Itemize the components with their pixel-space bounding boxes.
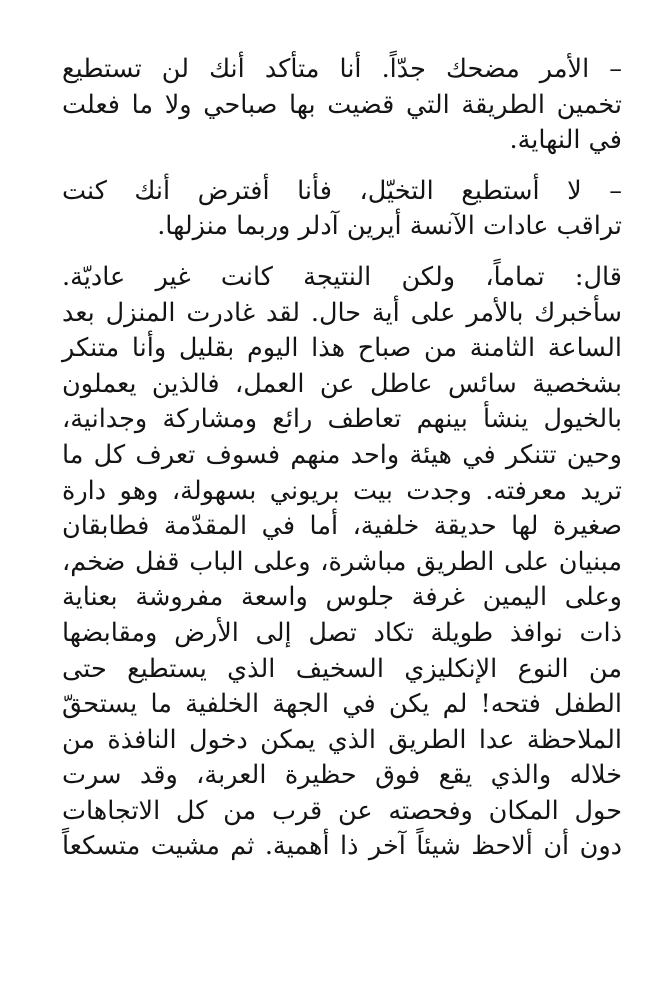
text-line: بالخيول ينشأ بينهم تعاطف رائع ومشاركة وجدانية، (62, 404, 622, 435)
text-line: مبنيان على الطريق مباشرة، وعلى الباب قفل ضخم، (62, 546, 622, 577)
book-page (62, 52, 622, 865)
text-line: سأخبرك بالأمر على أية حال. لقد غادرت المنزل بعد (62, 297, 622, 328)
text-line: خلاله والذي يقع فوق حظيرة العربة، وقد سرت (62, 760, 622, 791)
text-line: تراقب عادات الآنسة أيرين آدلر وربما منزلها. (157, 211, 622, 242)
text-line: صغيرة لها حديقة خلفية، أما في المقدّمة فطابقان (62, 511, 622, 542)
text-line: من النوع الإنكليزي السخيف الذي يستطيع حتى (62, 653, 622, 684)
text-line: دون أن ألاحظ شيئاً آخر ذا أهمية. ثم مشيت متسكعاً (62, 831, 622, 862)
paragraph-1 (62, 52, 622, 159)
text-line: تريد معرفته. وجدت بيت بريوني بسهولة، وهو دارة (62, 475, 622, 506)
text-line: وعلى اليمين غرفة جلوس واسعة مفروشة بعناية (62, 582, 622, 613)
text-line: قال: تماماً، ولكن النتيجة كانت غير عاديّة. (62, 261, 622, 292)
paragraph-3 (62, 260, 622, 865)
text-line: وحين تتنكر في هيئة واحد منهم فسوف تعرف كل ما (62, 439, 622, 470)
paragraph-2 (62, 174, 622, 245)
text-line: الساعة الثامنة من صباح هذا اليوم بقليل وأنا متنكر (62, 333, 622, 364)
text-line: حول المكان وفحصته عن قرب من كل الاتجاهات (62, 795, 622, 826)
text-line: في النهاية. (509, 125, 622, 156)
text-line: الملاحظة عدا الطريق الذي يمكن دخول النافذة من (62, 724, 622, 755)
text-line: الطفل فتحه! لم يكن في الجهة الخلفية ما يستحقّ (62, 689, 622, 720)
text-line: – لا أستطيع التخيّل، فأنا أفترض أنك كنت (62, 175, 622, 206)
text-line: بشخصية سائس عاطل عن العمل، فالذين يعملون (62, 368, 622, 399)
text-line: – الأمر مضحك جدّاً. أنا متأكد أنك لن تستطيع (62, 54, 622, 84)
text-line: تخمين الطريقة التي قضيت بها صباحي ولا ما فعلت (62, 89, 622, 120)
text-line: ذات نوافذ طويلة تكاد تصل إلى الأرض ومقابضها (62, 617, 622, 648)
